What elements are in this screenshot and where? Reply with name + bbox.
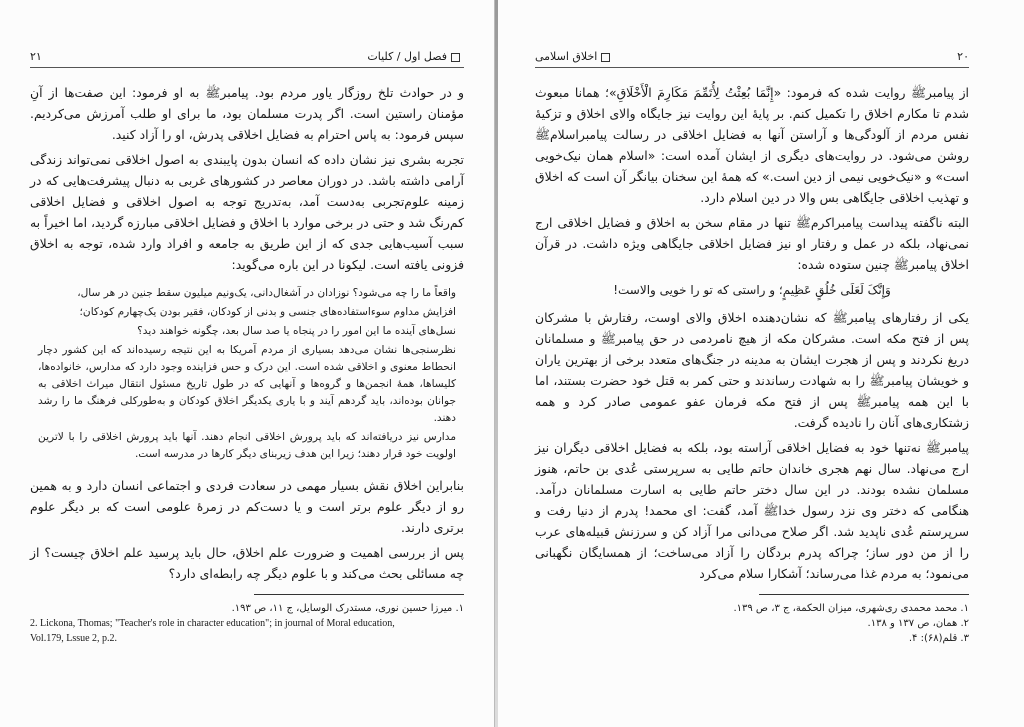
square-marker-icon: [601, 53, 610, 62]
book-spine: [495, 0, 498, 727]
page-number: ۲۱: [30, 50, 42, 63]
paragraph: بنابراین اخلاق نقش بسیار مهمی در سعادت فردی و اجتماعی انسان دارد و به همین رو از دیگر علوم برتر است و یا دست‌کم در زمرهٔ علومی است که بر دیگر علوم برتری دارند.: [30, 478, 464, 535]
page-header: [535, 50, 969, 68]
footnote-divider: [254, 594, 464, 595]
footnote-divider: [759, 594, 969, 595]
page-number: ۲۰: [957, 50, 969, 63]
footnote: ۱. میرزا حسین نوری، مستدرک الوسایل، ج ۱۱، ص ۱۹۳.: [231, 603, 464, 614]
chapter-title: فصل اول / کلیات: [367, 50, 464, 63]
paragraph: از پیامبرﷺ روایت شده که فرمود: «إِنَّمَا بُعِثْتُ لِأُتَمِّمَ مَکَارِمَ الْأَخْلَاقِ»؛ همانا مبعوث شدم تا مکارم اخلاق را تکمیل کنم. بر پایهٔ این روایت نیز جایگاه والای اخلاق و تزکیهٔ نفس مردم از آلودگی‌ها و آراستن آنها به فضایل اخلاقی در رسالت پیامبراسلامﷺ روشن می‌شود. در روایت‌های دیگری از ایشان آمده است: «اسلام همان نیک‌خویی است» و «نیک‌خویی نیمی از دین است.» که همهٔ این سخنان بیانگر آن است که اخلاق و تهذیب اخلاقی جایگاهی بس والا در دین اسلام دارد.: [535, 85, 969, 205]
footnote: ۲. همان، ص ۱۳۷ و ۱۳۸.: [867, 618, 969, 629]
footnote: ۳. قلم(۶۸): ۴.: [908, 633, 969, 644]
quote-line: نسل‌های آینده ما این امور را در پنجاه یا صد سال بعد، چگونه خواهند دید؟: [137, 325, 456, 337]
footnote-english: 2. Lickona, Thomas; "Teacher's role in character education"; in journal of Moral education,: [30, 618, 395, 629]
book-title: اخلاق اسلامی: [535, 50, 614, 63]
square-marker-icon: [451, 53, 460, 62]
footnote: ۱. محمد محمدی ری‌شهری، میزان الحکمة، ج ۳، ص ۱۳۹.: [733, 603, 969, 614]
right-page: [494, 0, 1024, 727]
page-header: [30, 50, 464, 68]
paragraph: تجربه بشری نیز نشان داده که انسان بدون پایبندی به اصول اخلاقی نمی‌تواند زندگی آرامی داشته باشد. در دوران معاصر در کشورهای غربی به دنبال پیشرفت‌هایی که در زمینه علوم‌تجربی به‌دست آمد، به‌تدریج توجه به اصول اخلاقی و فضایل اخلاقی کم‌رنگ شد و حتی در برخی موارد با اخلاق و فضایل اخلاقی مبارزه گردید، اما اخیراً به سبب آسیب‌هایی جدی که از این طریق به جامعه و افراد وارد شده، توجه به اخلاق فزونی یافته است. لیکونا در این باره می‌گوید:: [30, 152, 464, 272]
quote-line: نظرسنجی‌ها نشان می‌دهد بسیاری از مردم آمریکا به این نتیجه رسیده‌اند که این کشور دچار انحطاط معنوی و اخلاقی شده است. این درک و حس فزاینده وجود دارد که مدارس، خانواده‌ها، کلیساها، همهٔ انجمن‌ها و گروه‌ها و آنهایی که در طول تاریخ مسئول انتقال میراث اخلاقی به جوانان بوده‌اند، باید گردهم آیند و با یاری یکدیگر اخلاق کودکان و به‌طورکلی فرهنگ ما را رشد دهند.: [38, 344, 456, 424]
paragraph: یکی از رفتارهای پیامبرﷺ که نشان‌دهنده اخلاق والای اوست، رفتارش با مشرکان پس از فتح مکه است. مشرکان مکه از هیچ نامردمی در حق پیامبرﷺ و مسلمانان دریغ نکردند و پس از هجرت ایشان به مدینه در جنگ‌های متعدد برخی از بهترین یاران و خویشان پیامبرﷺ را به شهادت رساندند و حتی کمر به قتل خود حضرت بستند، اما با این همه پیامبرﷺ پس از فتح مکه فرمان عفو عمومی صادر کرد و همه زشتکاری‌های آنان را نادیده گرفت.: [535, 310, 969, 430]
footnote-english: Vol.179, Lssue 2, p.2.: [30, 633, 118, 644]
quran-verse: وَإِنَّکَ لَعَلَى خُلُقٍ عَظِیمٍ؛ و راستی که تو را خویی والاست!: [613, 283, 891, 297]
paragraph: پس از بررسی اهمیت و ضرورت علم اخلاق، حال باید پرسید علم اخلاق چیست؟ از چه مسائلی بحث می‌کند و با علوم دیگر چه رابطه‌ای دارد؟: [30, 545, 464, 581]
paragraph: البته ناگفته پیداست پیامبراکرمﷺ تنها در مقام سخن به اخلاق و فضایل اخلاقی ارج نمی‌نهاد، بلکه در عمل و رفتار او نیز فضایل اخلاقی جایگاهی ویژه داشت. در قرآن اخلاق پیامبرﷺ چنین ستوده شده:: [535, 215, 969, 272]
paragraph: و در حوادث تلخ روزگار یاور مردم بود. پیامبرﷺ به او فرمود: این صفت‌ها از آنِ مؤمنان راستین است. اگر پدرت مسلمان بود، ما برای او طلب آمرزش می‌کردیم. سپس فرمود: به پاس احترام به فضایل اخلاقی پدرش، او را آزاد کنید.: [30, 85, 464, 142]
quote-line: واقعاً ما را چه می‌شود؟ نوزادان در آشغال‌دانی، یک‌ونیم میلیون سقط جنین در هر سال،: [77, 287, 456, 299]
paragraph: پیامبرﷺ نه‌تنها خود به فضایل اخلاقی آراسته بود، بلکه به فضایل اخلاقی دیگران نیز ارج می‌نهاد. سال نهم هجری خاندان حاتم طایی به سرپرستی عُدی بن حاتم، هنوز مسلمان نشده بودند. در این سال دختر حاتم طایی به اسارت مسلمانان درآمد. هنگامی که دختر وی نزد رسول خداﷺ آمد، گفت: ای محمد! پدرم از دنیا رفت و سرپرستم عُدی ناپدید شد. اگر صلاح می‌دانی مرا آزاد کن و سرزنش قبیله‌های عرب را از من دور ساز؛ چراکه پدرم بردگان را آزاد می‌ساخت؛ از همسایگان نگهبانی می‌نمود؛ به مردم غذا می‌رساند؛ آشکارا سلام می‌کرد: [535, 440, 969, 581]
left-page: [0, 0, 494, 727]
block-quote: [38, 285, 456, 463]
quote-line: مدارس نیز دریافته‌اند که باید پرورش اخلاقی انجام دهند. آنها باید پرورش اخلاقی را با لاترین اولویت خود قرار دهند؛ زیرا این هدف زیربنای دیگر کارها در مدرسه است.: [38, 431, 456, 460]
quote-line: افزایش مداوم سوءاستفاده‌های جنسی و بدنی از کودکان، فقیر بودن یک‌چهارم کودکان؛: [79, 306, 456, 318]
